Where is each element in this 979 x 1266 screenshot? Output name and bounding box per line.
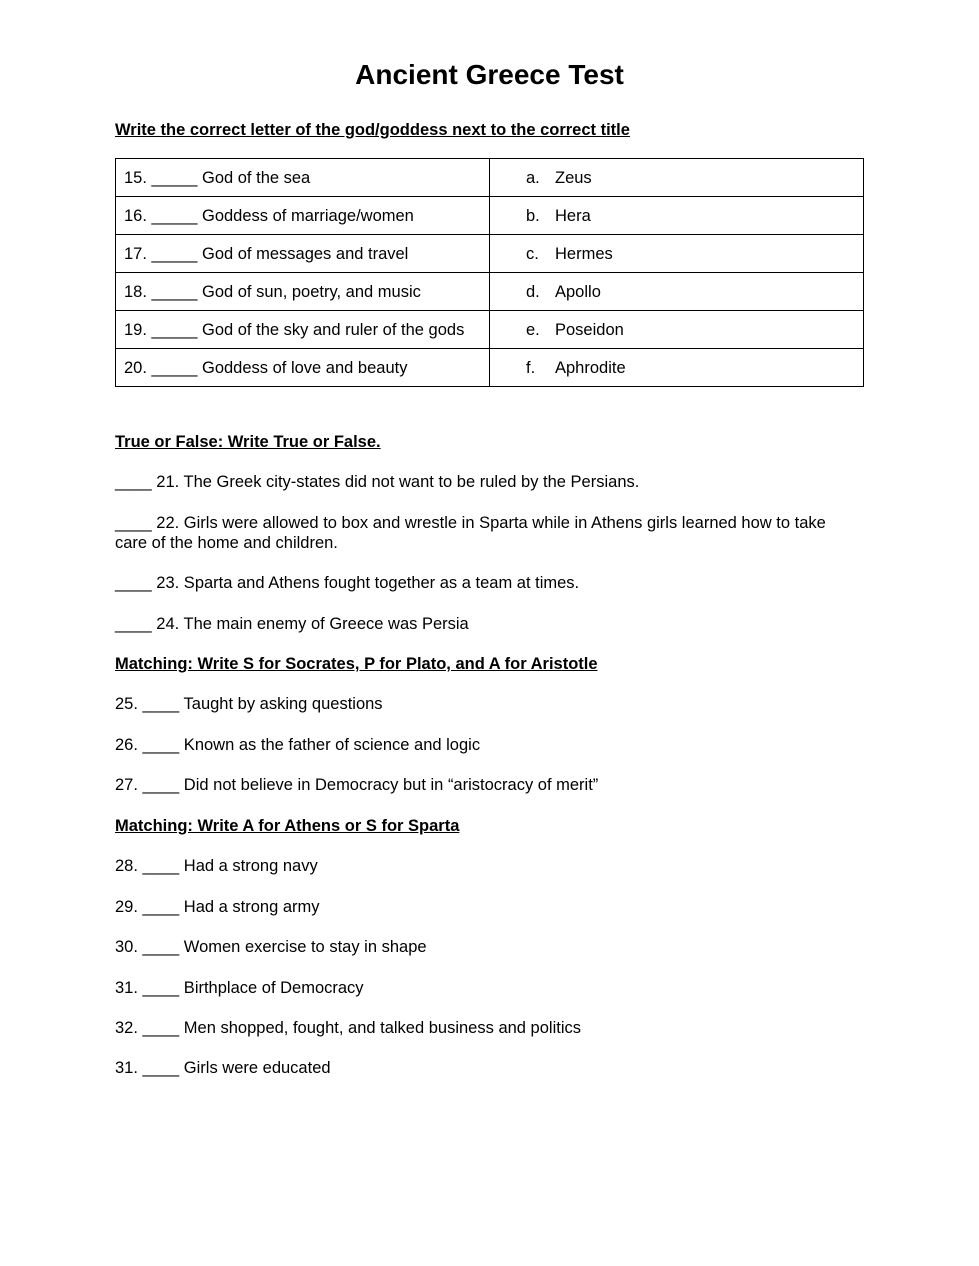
true-false-item: ____ 21. The Greek city-states did not want to be ruled by the Persians.	[115, 473, 640, 491]
answer-cell	[490, 197, 864, 235]
table-row	[116, 235, 864, 273]
city-item: 29. ____ Had a strong army	[115, 898, 320, 916]
question-cell: 19. _____ God of the sky and ruler of the gods	[116, 311, 490, 349]
question-cell: 17. _____ God of messages and travel	[116, 235, 490, 273]
option-text: Hera	[555, 207, 591, 225]
city-item: 28. ____ Had a strong navy	[115, 857, 318, 875]
table-row	[116, 273, 864, 311]
table-row	[116, 349, 864, 387]
city-item: 31. ____ Girls were educated	[115, 1059, 331, 1077]
option-letter: b.	[526, 207, 540, 225]
option-text: Poseidon	[555, 321, 624, 339]
table-row	[116, 159, 864, 197]
city-item: 31. ____ Birthplace of Democracy	[115, 979, 364, 997]
city-item: 30. ____ Women exercise to stay in shape	[115, 938, 427, 956]
true-false-item: ____ 23. Sparta and Athens fought together as a team at times.	[115, 574, 580, 592]
table-row	[116, 311, 864, 349]
true-false-item: ____ 24. The main enemy of Greece was Persia	[115, 615, 469, 633]
option-letter: c.	[526, 245, 539, 263]
answer-cell	[490, 273, 864, 311]
option-letter: a.	[526, 169, 540, 187]
philosopher-item: 27. ____ Did not believe in Democracy but in “aristocracy of merit”	[115, 776, 599, 794]
option-text: Hermes	[555, 245, 613, 263]
question-cell: 15. _____ God of the sea	[116, 159, 490, 197]
question-cell: 20. _____ Goddess of love and beauty	[116, 349, 490, 387]
true-false-item: ____ 22. Girls were allowed to box and wrestle in Sparta while in Athens girls learned how to take care of the home and children.	[115, 514, 826, 552]
philosopher-item: 26. ____ Known as the father of science and logic	[115, 736, 481, 754]
answer-cell	[490, 349, 864, 387]
section-heading-gods: Write the correct letter of the god/goddess next to the correct title	[115, 121, 630, 139]
option-letter: d.	[526, 283, 540, 301]
question-cell: 18. _____ God of sun, poetry, and music	[116, 273, 490, 311]
question-cell: 16. _____ Goddess of marriage/women	[116, 197, 490, 235]
table-row	[116, 197, 864, 235]
section-heading-true-false: True or False: Write True or False.	[115, 433, 381, 451]
philosopher-item: 25. ____ Taught by asking questions	[115, 695, 383, 713]
answer-cell	[490, 159, 864, 197]
city-item: 32. ____ Men shopped, fought, and talked business and politics	[115, 1019, 581, 1037]
option-text: Aphrodite	[555, 359, 626, 377]
option-letter: e.	[526, 321, 540, 339]
option-letter: f.	[526, 359, 536, 377]
answer-cell	[490, 235, 864, 273]
gods-matching-table	[115, 158, 864, 387]
section-heading-athens-sparta: Matching: Write A for Athens or S for Sparta	[115, 817, 460, 835]
section-heading-philosophers: Matching: Write S for Socrates, P for Plato, and A for Aristotle	[115, 655, 598, 673]
option-text: Zeus	[555, 169, 592, 187]
answer-cell	[490, 311, 864, 349]
option-text: Apollo	[555, 283, 601, 301]
page-title: Ancient Greece Test	[355, 59, 624, 90]
